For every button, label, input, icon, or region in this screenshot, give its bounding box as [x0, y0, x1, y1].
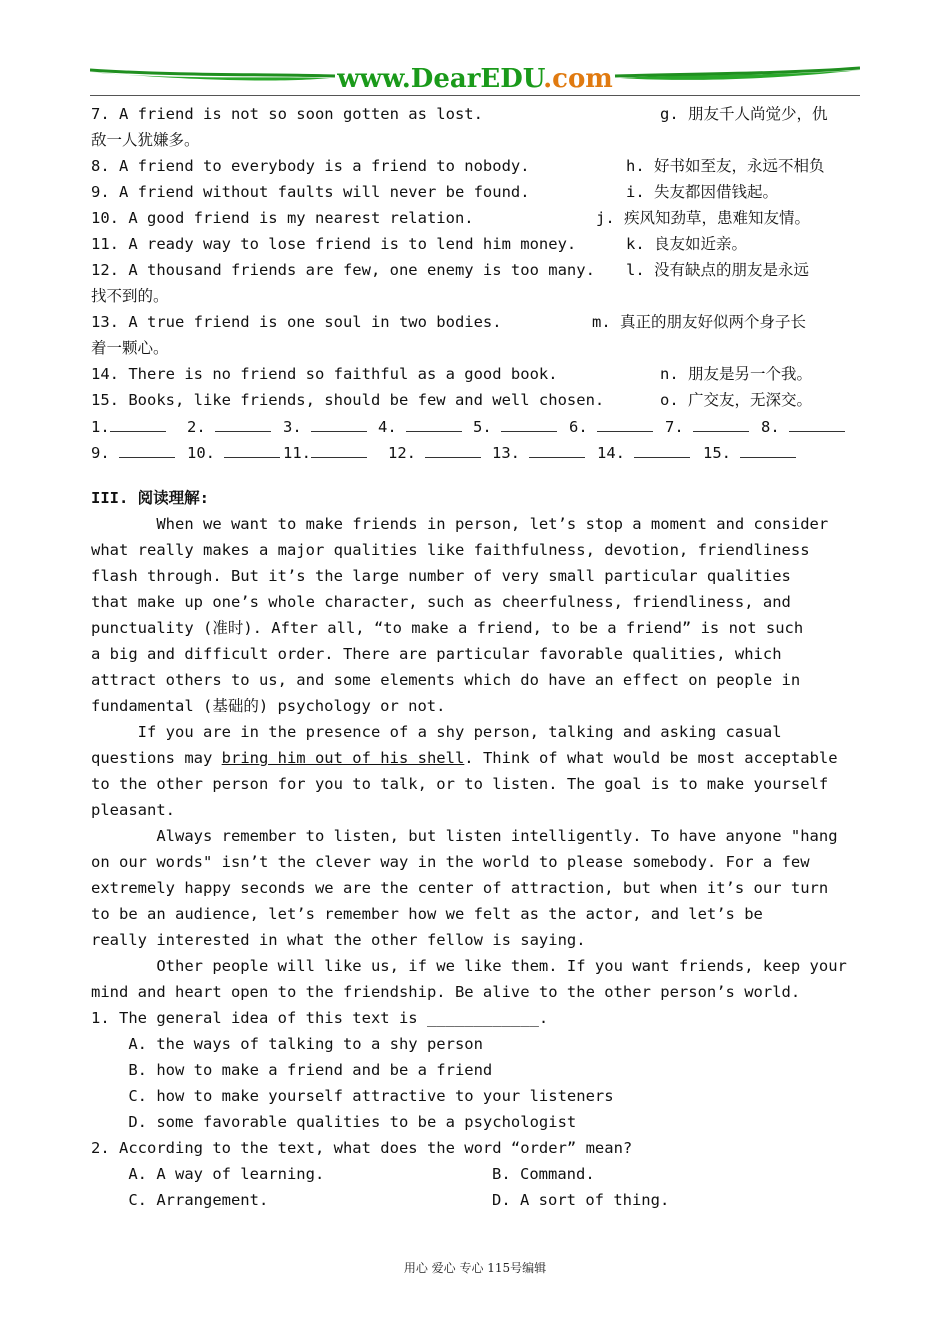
- answer-number: 6.: [569, 418, 588, 436]
- question-options-row: [91, 1161, 863, 1187]
- match-english: 12. A thousand friends are few, one enemy is too many.: [91, 261, 595, 279]
- answer-blanks-row: [91, 439, 863, 465]
- passage-line: really interested in what the other fellow is saying.: [91, 931, 586, 949]
- match-chinese: o. 广交友，无深交。: [660, 391, 812, 409]
- match-row: [91, 101, 863, 127]
- passage-line: punctuality (准时). After all, “to make a friend, to be a friend” is not such: [91, 619, 804, 637]
- match-chinese-cont: 找不到的。: [91, 287, 169, 305]
- match-row-continued: [91, 283, 863, 309]
- match-english: 7. A friend is not so soon gotten as lost.: [91, 105, 483, 123]
- answer-number: 3.: [283, 418, 302, 436]
- header-divider: [90, 95, 860, 96]
- answer-number: 11.: [283, 444, 311, 462]
- answer-blank[interactable]: [501, 413, 557, 432]
- match-row-continued: [91, 127, 863, 153]
- question-option[interactable]: A. A way of learning.: [91, 1165, 325, 1183]
- passage-line: to the other person for you to talk, or to listen. The goal is to make yourself: [91, 775, 829, 793]
- answer-number: 4.: [378, 418, 397, 436]
- passage-text: . Think of what would be most acceptable: [464, 749, 838, 767]
- answer-number: 13.: [492, 444, 520, 462]
- match-chinese: h. 好书如至友，永远不相负: [626, 157, 825, 175]
- passage-line: mind and heart open to the friendship. Be alive to the other person’s world.: [91, 983, 801, 1001]
- match-chinese-cont: 着一颗心。: [91, 339, 169, 357]
- answer-number: 7.: [665, 418, 684, 436]
- passage-line: extremely happy seconds we are the center of attraction, but when it’s our turn: [91, 879, 829, 897]
- answer-blank[interactable]: [311, 439, 367, 458]
- answer-blank[interactable]: [529, 439, 585, 458]
- passage-line: Other people will like us, if we like them. If you want friends, keep your: [91, 957, 847, 975]
- answer-number: 9.: [91, 444, 110, 462]
- question-option[interactable]: C. Arrangement.: [91, 1191, 269, 1209]
- match-chinese: g. 朋友千人尚觉少，仇: [660, 105, 828, 123]
- match-chinese: j. 疾风知劲草，患难知友情。: [596, 209, 810, 227]
- answer-blank[interactable]: [597, 413, 653, 432]
- question-option[interactable]: D. some favorable qualities to be a psychologist: [91, 1113, 577, 1131]
- match-row: [91, 205, 863, 231]
- passage-line: If you are in the presence of a shy person, talking and asking casual: [91, 723, 782, 741]
- section-title: III. 阅读理解:: [91, 489, 209, 507]
- match-row: [91, 153, 863, 179]
- passage-line: flash through. But it’s the large number of very small particular qualities: [91, 567, 791, 585]
- match-english: 11. A ready way to lose friend is to lend him money.: [91, 235, 577, 253]
- match-english: 8. A friend to everybody is a friend to nobody.: [91, 157, 530, 175]
- answer-number: 12.: [388, 444, 416, 462]
- passage-line: what really makes a major qualities like faithfulness, devotion, friendliness: [91, 541, 810, 559]
- answer-blank[interactable]: [425, 439, 481, 458]
- match-english: 13. A true friend is one soul in two bodies.: [91, 313, 502, 331]
- logo-main: www.DearEDU: [337, 64, 544, 94]
- passage-text: questions may: [91, 749, 222, 767]
- passage-line: attract others to us, and some elements which do have an effect on people in: [91, 671, 801, 689]
- match-english: 15. Books, like friends, should be few and well chosen.: [91, 391, 605, 409]
- match-row: [91, 257, 863, 283]
- page-footer: 用心 爱心 专心 115号编辑: [403, 1261, 547, 1275]
- match-chinese: l. 没有缺点的朋友是永远: [626, 261, 809, 279]
- passage-line: on our words" isn’t the clever way in the world to please somebody. For a few: [91, 853, 810, 871]
- match-chinese: n. 朋友是另一个我。: [660, 365, 812, 383]
- passage-line: a big and difficult order. There are particular favorable qualities, which: [91, 645, 782, 663]
- question-option[interactable]: A. the ways of talking to a shy person: [91, 1035, 483, 1053]
- match-chinese: i. 失友都因借钱起。: [626, 183, 778, 201]
- site-logo: [90, 64, 860, 94]
- match-row: [91, 361, 863, 387]
- match-chinese-cont: 敌一人犹嫌多。: [91, 131, 200, 149]
- question-stem: 2. According to the text, what does the word “order” mean?: [91, 1139, 633, 1157]
- question-option[interactable]: B. Command.: [492, 1165, 595, 1183]
- answer-number: 8.: [761, 418, 780, 436]
- answer-number: 2.: [187, 418, 206, 436]
- question-option[interactable]: B. how to make a friend and be a friend: [91, 1061, 493, 1079]
- answer-blanks-row: [91, 413, 863, 439]
- passage-line: pleasant.: [91, 801, 175, 819]
- question-options-row: [91, 1187, 863, 1213]
- site-header-banner: [90, 62, 860, 96]
- underlined-phrase: bring him out of his shell: [221, 749, 465, 767]
- answer-blank[interactable]: [110, 413, 166, 432]
- match-english: 10. A good friend is my nearest relation.: [91, 209, 474, 227]
- question-option[interactable]: C. how to make yourself attractive to your listeners: [91, 1087, 614, 1105]
- match-chinese: k. 良友如近亲。: [626, 235, 747, 253]
- answer-number: 14.: [597, 444, 625, 462]
- match-chinese: m. 真正的朋友好似两个身子长: [592, 313, 806, 331]
- passage-line: When we want to make friends in person, let’s stop a moment and consider: [91, 515, 829, 533]
- match-row: [91, 387, 863, 413]
- logo-suffix: .com: [543, 64, 613, 94]
- match-row-continued: [91, 335, 863, 361]
- answer-blank[interactable]: [634, 439, 690, 458]
- answer-number: 1.: [91, 418, 110, 436]
- answer-number: 5.: [473, 418, 492, 436]
- answer-blank[interactable]: [224, 439, 280, 458]
- answer-blank[interactable]: [119, 439, 175, 458]
- answer-blank[interactable]: [693, 413, 749, 432]
- answer-blank[interactable]: [789, 413, 845, 432]
- answer-number: 10.: [187, 444, 215, 462]
- answer-blank[interactable]: [311, 413, 367, 432]
- passage-line: to be an audience, let’s remember how we felt as the actor, and let’s be: [91, 905, 763, 923]
- answer-blank[interactable]: [740, 439, 796, 458]
- passage-line: fundamental (基础的) psychology or not.: [91, 697, 446, 715]
- passage-line: [91, 745, 863, 771]
- match-english: 9. A friend without faults will never be found.: [91, 183, 530, 201]
- passage-line: that make up one’s whole character, such as cheerfulness, friendliness, and: [91, 593, 791, 611]
- match-english: 14. There is no friend so faithful as a good book.: [91, 365, 558, 383]
- passage-line: Always remember to listen, but listen intelligently. To have anyone "hang: [91, 827, 838, 845]
- answer-number: 15.: [703, 444, 731, 462]
- question-stem: 1. The general idea of this text is ____________.: [91, 1009, 549, 1027]
- match-row: [91, 179, 863, 205]
- answer-blank[interactable]: [406, 413, 462, 432]
- question-option[interactable]: D. A sort of thing.: [492, 1191, 670, 1209]
- document-body: [91, 101, 863, 1213]
- match-row: [91, 309, 863, 335]
- answer-blank[interactable]: [215, 413, 271, 432]
- match-row: [91, 231, 863, 257]
